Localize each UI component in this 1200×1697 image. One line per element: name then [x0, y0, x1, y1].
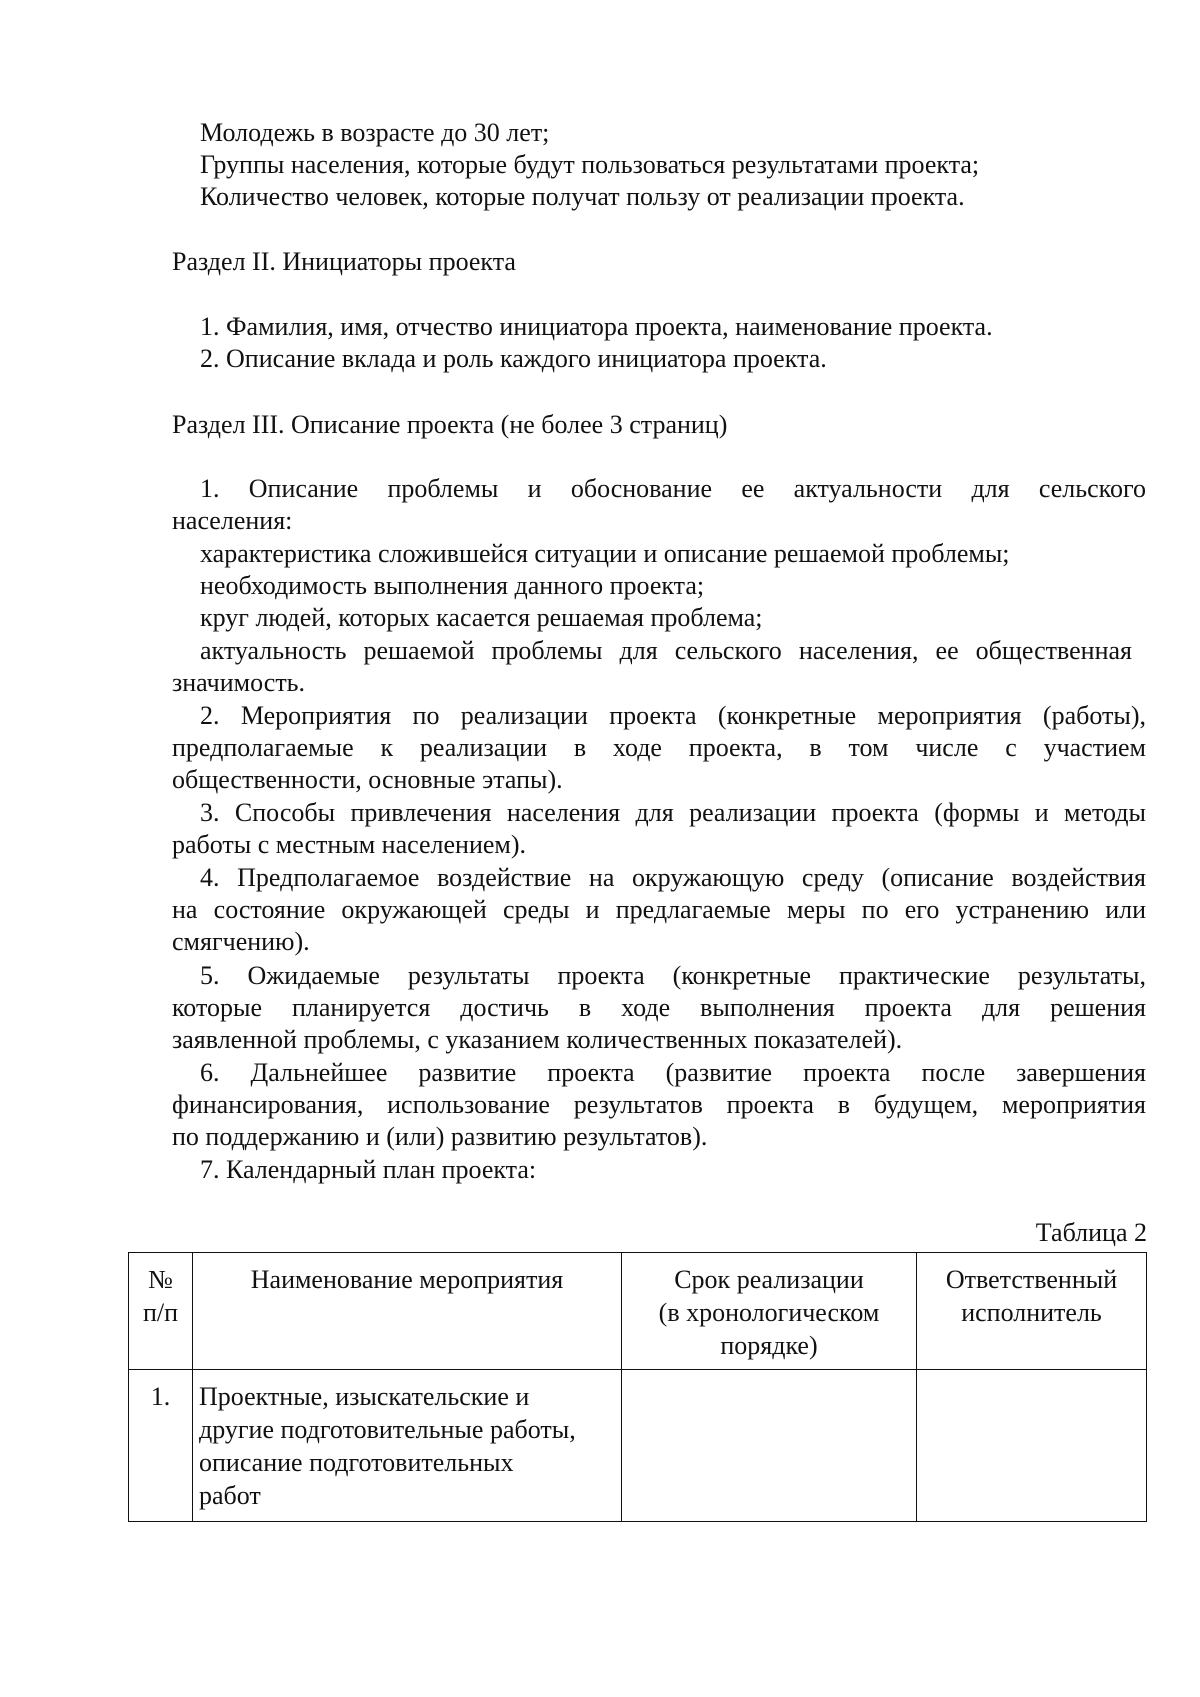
intro-line: Группы населения, которые будут пользоваться результатами проекта;	[200, 150, 980, 179]
header-responsible	[917, 1253, 1147, 1370]
header-text: №	[148, 1265, 173, 1294]
paragraph-line: смягчению).	[172, 927, 310, 956]
paragraph-line: предполагаемые к реализации в ходе проекта, в том числе с участием	[172, 733, 1146, 762]
sub-item: необходимость выполнения данного проекта;	[200, 571, 705, 600]
header-text: (в хронологическом	[658, 1298, 880, 1327]
section-heading: Раздел III. Описание проекта (не более 3 страниц)	[172, 410, 728, 439]
header-text: порядке)	[720, 1331, 818, 1360]
cell-text: Проектные, изыскательские и	[199, 1382, 530, 1411]
header-number	[129, 1253, 193, 1370]
paragraph-line: общественности, основные этапы).	[172, 765, 563, 794]
sub-item: характеристика сложившейся ситуации и описание решаемой проблемы;	[200, 539, 1010, 568]
header-term	[622, 1253, 917, 1370]
calendar-plan-table	[128, 1252, 1147, 1522]
cell-text: работ	[199, 1481, 261, 1510]
intro-line: Молодежь в возрасте до 30 лет;	[200, 118, 550, 147]
paragraph-line: финансирования, использование результатов проекта в будущем, мероприятия	[172, 1090, 1146, 1119]
paragraph-line: 7. Календарный план проекта:	[200, 1155, 537, 1184]
paragraph-line: на состояние окружающей среды и предлагаемые меры по его устранению или	[172, 895, 1146, 924]
paragraph-line: 6. Дальнейшее развитие проекта (развитие проекта после завершения	[200, 1058, 1146, 1087]
sub-item: актуальность решаемой проблемы для сельского населения, ее общественная	[200, 636, 1132, 665]
sub-item: круг людей, которых касается решаемая проблема;	[200, 603, 763, 632]
row-number	[129, 1370, 193, 1522]
cell-text: 1.	[150, 1382, 171, 1411]
row-activity-name	[193, 1370, 622, 1522]
row-term	[622, 1370, 917, 1522]
paragraph-line: 3. Способы привлечения населения для реализации проекта (формы и методы	[200, 798, 1146, 827]
paragraph-line: которые планируется достичь в ходе выполнения проекта для решения	[172, 993, 1146, 1022]
paragraph-line: населения:	[172, 506, 293, 535]
intro-line: Количество человек, которые получат пользу от реализации проекта.	[200, 182, 965, 211]
header-text: Наименование мероприятия	[250, 1265, 564, 1294]
paragraph-line: 4. Предполагаемое воздействие на окружающую среду (описание воздействия	[200, 863, 1146, 892]
paragraph-line: значимость.	[172, 668, 306, 697]
table-header-row	[129, 1253, 1147, 1370]
paragraph-line: 1. Описание проблемы и обоснование ее актуальности для сельского	[200, 474, 1146, 503]
paragraph-line: 2. Мероприятия по реализации проекта (конкретные мероприятия (работы),	[200, 701, 1146, 730]
table-caption: Таблица 2	[1035, 1218, 1147, 1247]
header-text: Срок реализации	[674, 1265, 864, 1294]
paragraph-line: 5. Ожидаемые результаты проекта (конкретные практические результаты,	[200, 961, 1146, 990]
table-row	[129, 1370, 1147, 1522]
list-item: 1. Фамилия, имя, отчество инициатора проекта, наименование проекта.	[200, 312, 993, 341]
header-text: исполнитель	[961, 1298, 1102, 1327]
section-heading: Раздел II. Инициаторы проекта	[172, 247, 516, 276]
paragraph-line: по поддержанию и (или) развитию результатов).	[172, 1122, 708, 1151]
paragraph-line: заявленной проблемы, с указанием количественных показателей).	[172, 1025, 903, 1054]
header-text: Ответственный	[945, 1265, 1118, 1294]
header-activity-name	[193, 1253, 622, 1370]
row-responsible	[917, 1370, 1147, 1522]
list-item: 2. Описание вклада и роль каждого инициатора проекта.	[200, 344, 827, 373]
cell-text: описание подготовительных	[199, 1448, 514, 1477]
header-text: п/п	[142, 1298, 179, 1327]
cell-text: другие подготовительные работы,	[199, 1415, 576, 1444]
paragraph-line: работы с местным населением).	[172, 830, 527, 859]
